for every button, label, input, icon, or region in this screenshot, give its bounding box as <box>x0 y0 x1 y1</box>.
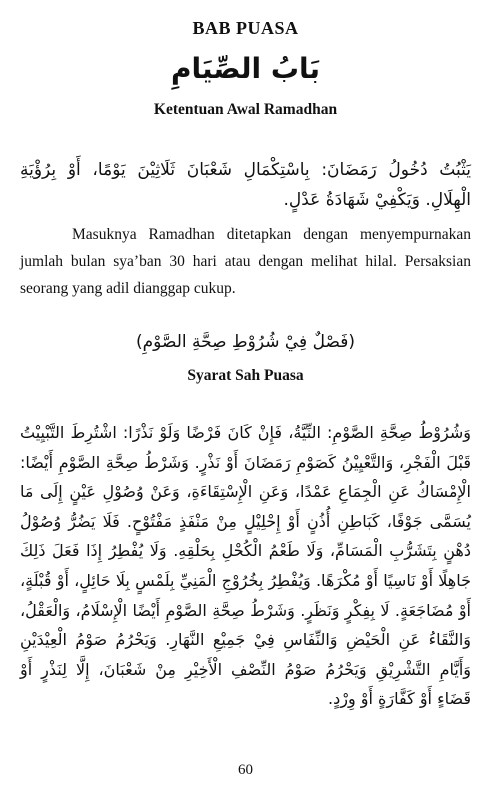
section-title-fasting-conditions: Syarat Sah Puasa <box>187 367 304 384</box>
arabic-text-ramadhan-start: يَثْبُتُ دُخُولُ رَمَضَانَ: بِاسْتِكْمَالِ شَعْبَانَ ثَلَاثِيْنَ يَوْمًا، أَوْ بِرُؤْيَةِ الْهِلَالِ. وَيَكْفِيْ شَهَادَةُ عَدْلٍ. <box>20 160 471 210</box>
arabic-chapter-title: بَابُ الصِّيَامِ <box>170 52 321 85</box>
section-title-ramadhan-start: Ketentuan Awal Ramadhan <box>153 101 338 118</box>
page-number: 60 <box>238 762 253 778</box>
chapter-title: BAB PUASA <box>192 18 299 38</box>
arabic-section-heading: (فَصْلٌ فِيْ شُرُوْطِ صِحَّةِ الصَّوْمِ) <box>136 332 355 352</box>
arabic-text-fasting-conditions: وَشُرُوْطُ صِحَّةِ الصَّوْمِ: النِّيَّةُ، فَإِنْ كَانَ فَرْضًا وَلَوْ نَذْرًا: اشْتُرِطَ التَّبْيِيْتُ قَبْلَ الْفَجْرِ، وَالتَّعْيِيْنُ كَصَوْمِ رَمَضَانَ أَوْ نَذْرٍ. وَشَرْطُ صِحَّةِ الصَّوْمِ أَيْضًا: الْإِمْسَاكُ عَنِ الْجِمَاعِ عَمْدًا، وَعَنِ الْإِسْتِقَاءَةِ، وَعَنْ وُصُوْلِ عَيْنٍ إِلَى مَا يُسَمَّى جَوْفًا، كَبَاطِنِ أُذُنٍ أَوْ إِحْلِيْلٍ مِنْ مَنْفَذٍ مَفْتُوْحٍ. فَلَا يَضُرُّ وُصُوْلُ دُهْنٍ بِتَشَرُّبِ الْمَسَامِّ، وَلَا طَعْمُ الْكُحْلِ بِحَلْقِهِ. وَلَا يُفْطِرُ إِذَا فَعَلَ ذَلِكَ جَاهِلًا أَوْ نَاسِيًا أَوْ مُكْرَهًا. وَيُفْطِرُ بِخُرُوْجِ الْمَنِيِّ بِلَمْسٍ بِلَا حَائِلٍ، أَوْ قُبْلَةٍ، أَوْ مُضَاجَعَةٍ. لَا بِفِكْرٍ وَنَظَرٍ. وَشَرْطُ صِحَّةِ الصَّوْمِ أَيْضًا الْإِسْلَامُ، وَالْعَقْلُ، وَالنَّقَاءُ عَنِ الْحَيْضِ وَالنِّفَاسِ فِيْ جَمِيْعِ النَّهَارِ. وَيَحْرُمُ صَوْمُ الْعِيْدَيْنِ وَأَيَّامِ التَّشْرِيْقِ وَيَحْرُمُ صَوْمُ النِّصْفِ الْأَخِيْرِ مِنْ شَعْبَانَ، إِلَّا لِنَذْرٍ أَوْ قَضَاءٍ أَوْ كَفَّارَةٍ أَوْ وِرْدٍ. <box>20 423 471 709</box>
translation-paragraph: Masuknya Ramadhan ditetapkan dengan menyempurnakan jumlah bulan sya’ban 30 hari atau dengan melihat hilal. Persaksian seorang yang adil dianggap cukup. <box>20 226 471 297</box>
